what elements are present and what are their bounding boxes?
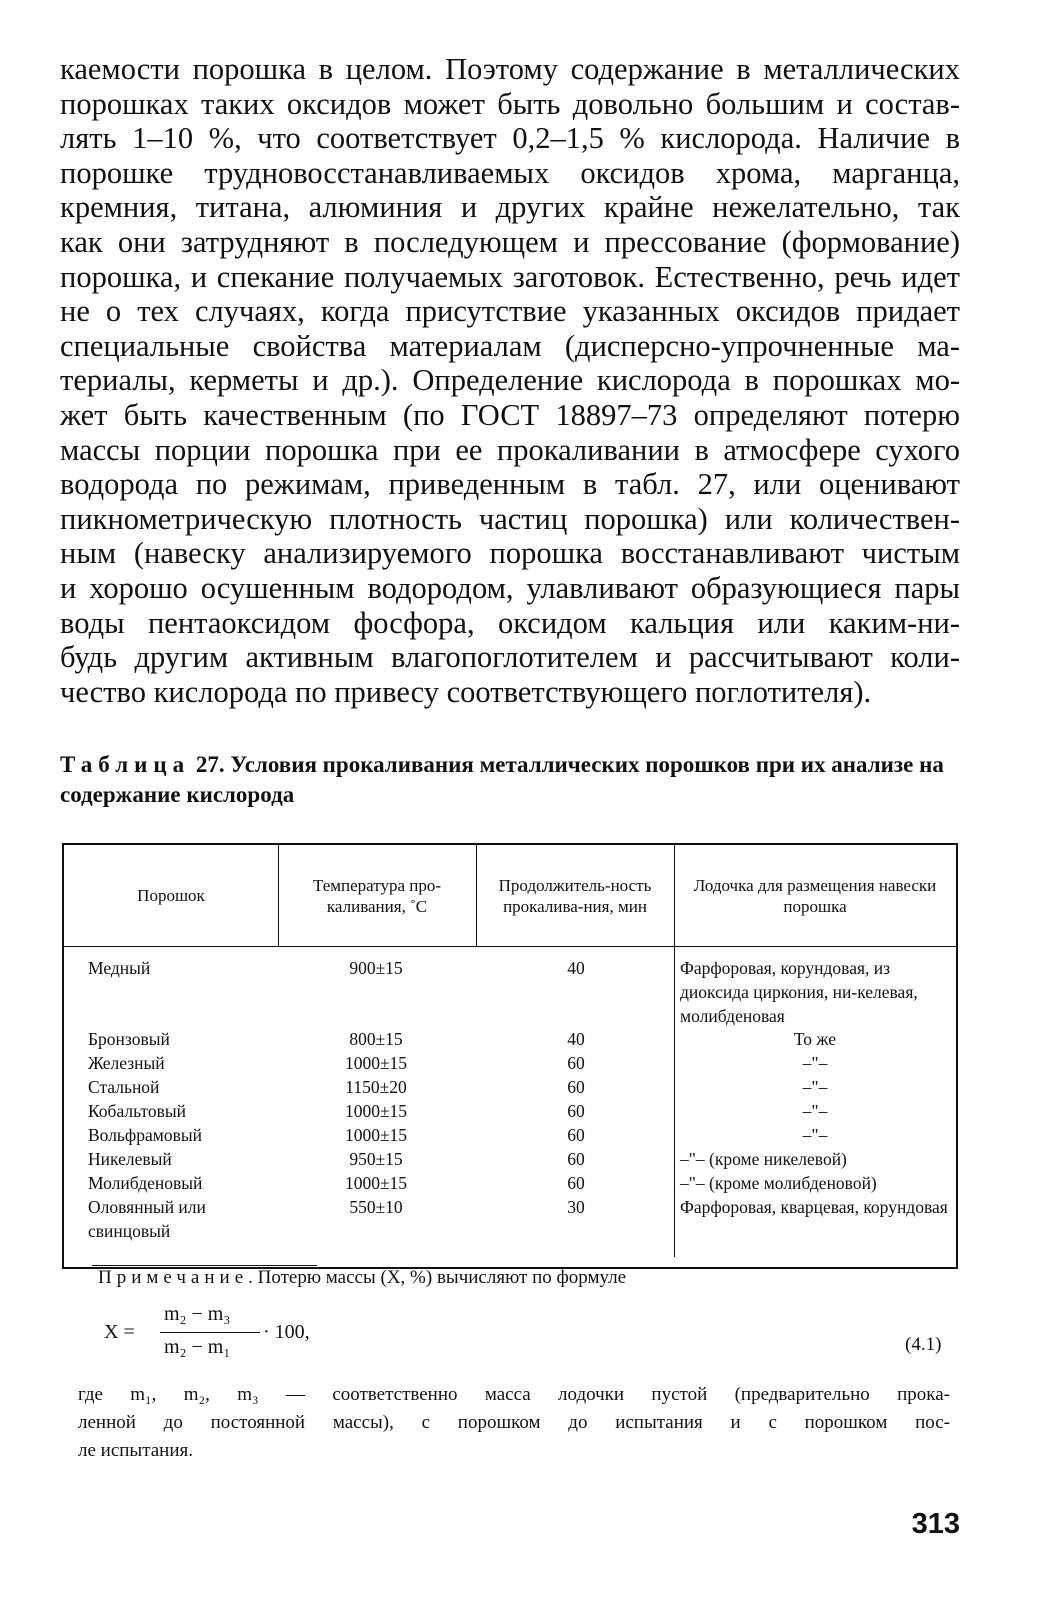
cell-temperature: 1000±15 bbox=[344, 1101, 408, 1121]
cell-temperature: 550±10 bbox=[349, 1197, 403, 1217]
cell-duration: 60 bbox=[567, 1077, 585, 1097]
text-line: не о тех случаях, когда присутствие указанных оксидов придает bbox=[60, 294, 960, 329]
formula-denominator: m₂ − m₁ bbox=[164, 1336, 231, 1358]
cell-boat: –"– (кроме никелевой) bbox=[680, 1149, 847, 1169]
text-line: каемости порошка в целом. Поэтому содержание в металлических bbox=[60, 52, 960, 86]
note-text: . Потерю массы (X, %) вычисляют по формуле bbox=[248, 1267, 627, 1288]
header-powder: Порошок bbox=[137, 886, 205, 905]
text-line: ле испытания. bbox=[78, 1440, 193, 1461]
text-line: териалы, керметы и др.). Определение кислорода в порошках мо- bbox=[60, 363, 960, 398]
cell-powder: Стальной bbox=[88, 1077, 160, 1097]
cell-temperature: 800±15 bbox=[349, 1029, 403, 1049]
text-line: воды пентаоксидом фосфора, оксидом кальция или каким-ни- bbox=[60, 605, 960, 640]
text-line: кремния, титана, алюминия и других крайне нежелательно, так bbox=[60, 190, 960, 225]
cell-duration: 60 bbox=[567, 1125, 585, 1145]
equation-number: (4.1) bbox=[905, 1334, 942, 1355]
text-line: порошках таких оксидов может быть довольно большим и состав- bbox=[60, 86, 960, 121]
cell-boat: То же bbox=[793, 1029, 837, 1049]
cell-temperature: 950±15 bbox=[349, 1149, 403, 1169]
variable-definitions bbox=[78, 1381, 950, 1465]
header-temperature: Температура про-каливания, ˚С bbox=[312, 875, 442, 916]
cell-powder: Молибденовый bbox=[88, 1173, 203, 1193]
cell-boat: –"– bbox=[802, 1125, 828, 1145]
cell-duration: 30 bbox=[567, 1197, 585, 1217]
text-line: жет быть качественным (по ГОСТ 18897–73 определяют потерю bbox=[60, 397, 960, 432]
cell-duration: 40 bbox=[567, 958, 585, 978]
table-caption-label: Таблица bbox=[60, 752, 191, 777]
formula-factor: · 100, bbox=[263, 1321, 310, 1343]
text-line: порошке трудновосстанавливаемых оксидов хрома, марганца, bbox=[60, 155, 960, 190]
text-line: ленной до постоянной массы), с порошком до испытания и с порошком пос- bbox=[78, 1412, 950, 1433]
text-line: водорода по режимам, приведенным в табл. 27, или оценивают bbox=[60, 467, 960, 502]
cell-duration: 60 bbox=[567, 1149, 585, 1169]
cell-duration: 60 bbox=[567, 1173, 585, 1193]
cell-duration: 60 bbox=[567, 1053, 585, 1073]
cell-boat: –"– bbox=[802, 1101, 828, 1121]
cell-temperature: 1000±15 bbox=[344, 1125, 408, 1145]
cell-powder: Железный bbox=[88, 1053, 165, 1073]
cell-boat: –"– bbox=[802, 1077, 828, 1097]
body-paragraph bbox=[60, 52, 960, 709]
header-duration: Продолжитель-ность прокалива-ния, мин bbox=[498, 875, 652, 916]
cell-temperature: 1000±15 bbox=[344, 1173, 408, 1193]
cell-powder: Оловянный или свинцовый bbox=[88, 1197, 206, 1241]
cell-temperature: 1150±20 bbox=[345, 1077, 407, 1097]
cell-boat: –"– bbox=[802, 1053, 828, 1073]
cell-duration: 60 bbox=[567, 1101, 585, 1121]
cell-powder: Бронзовый bbox=[88, 1029, 170, 1049]
text-line: пикнометрическую плотность частиц порошка) или количествен- bbox=[60, 501, 960, 536]
cell-powder: Медный bbox=[88, 958, 151, 978]
text-line: ным (навеску анализируемого порошка восстанавливают чистым bbox=[60, 536, 960, 571]
cell-boat: Фарфоровая, корундовая, из диоксида циркония, ни-келевая, молибденовая bbox=[680, 958, 918, 1026]
cell-duration: 40 bbox=[567, 1029, 585, 1049]
text-line: как они затрудняют в последующем и прессование (формование) bbox=[60, 224, 960, 259]
table-caption-text: 27. Условия прокаливания металлических порошков при их анализе на содержание кислорода bbox=[60, 752, 944, 807]
cell-temperature: 1000±15 bbox=[344, 1053, 408, 1073]
text-line: чество кислорода по привесу соответствующего поглотителя). bbox=[60, 674, 872, 709]
formula-numerator: m₂ − m₃ bbox=[164, 1303, 231, 1325]
header-boat: Лодочка для размещения навески порошка bbox=[693, 875, 937, 916]
table-note bbox=[98, 1266, 958, 1290]
cell-boat: –"– (кроме молибденовой) bbox=[680, 1173, 877, 1193]
page-number: 313 bbox=[911, 1508, 960, 1540]
data-table bbox=[62, 843, 958, 1269]
fraction-bar bbox=[160, 1332, 260, 1333]
note-label: Примечание bbox=[98, 1267, 249, 1288]
cell-powder: Никелевый bbox=[88, 1149, 172, 1169]
cell-boat: Фарфоровая, кварцевая, корундовая bbox=[680, 1197, 948, 1217]
header-separator bbox=[64, 946, 956, 947]
text-line: массы порции порошка при ее прокаливании в атмосфере сухого bbox=[60, 432, 960, 467]
text-line: лять 1–10 %, что соответствует 0,2–1,5 % кислорода. Наличие в bbox=[60, 121, 960, 156]
text-line: порошка, и спекание получаемых заготовок. Естественно, речь идет bbox=[60, 259, 960, 294]
text-line: специальные свойства материалам (дисперсно-упрочненные ма- bbox=[60, 328, 960, 363]
text-line: и хорошо осушенным водородом, улавливают образующиеся пары bbox=[60, 570, 960, 605]
cell-powder: Кобальтовый bbox=[88, 1101, 186, 1121]
text-line: где m₁, m₂, m₃ — соответственно масса лодочки пустой (предварительно прока- bbox=[78, 1384, 950, 1405]
text-line: будь другим активным влагопоглотителем и рассчитывают коли- bbox=[60, 640, 960, 675]
table-caption bbox=[60, 750, 960, 810]
formula-lhs: X = bbox=[104, 1321, 135, 1343]
cell-temperature: 900±15 bbox=[349, 958, 403, 978]
cell-powder: Вольфрамовый bbox=[88, 1125, 202, 1145]
